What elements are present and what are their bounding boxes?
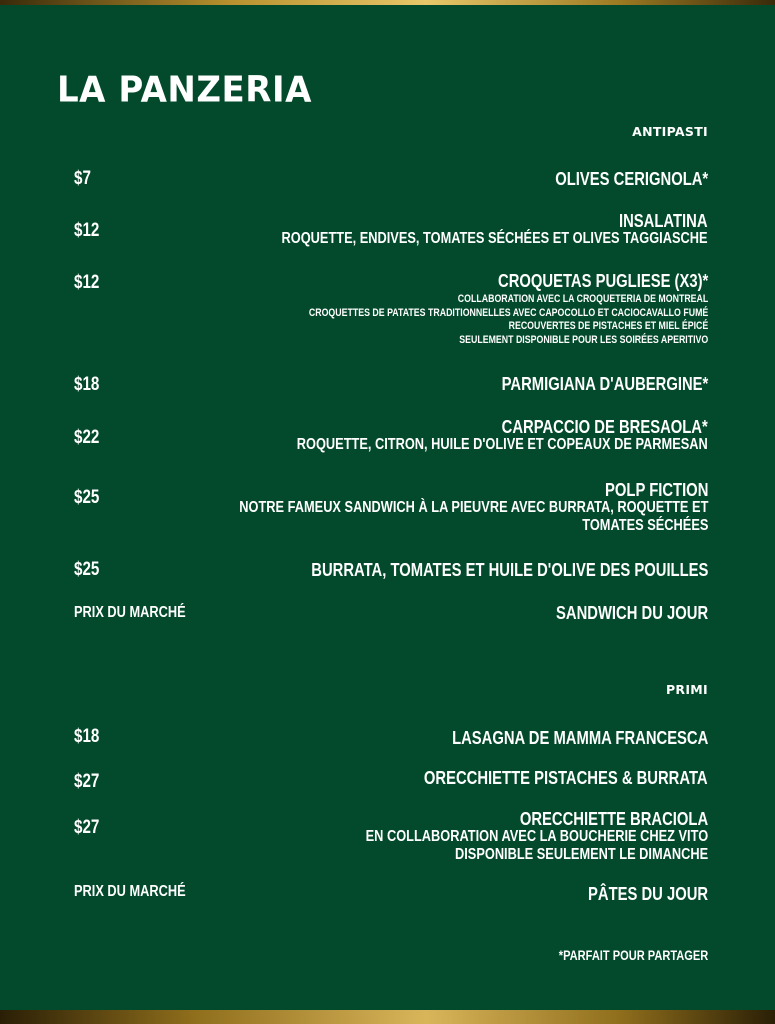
item-name: POLP FICTION bbox=[604, 479, 708, 500]
restaurant-title: LA PANZERIA bbox=[57, 69, 312, 111]
item-note: SEULEMENT DISPONIBLE POUR LES SOIRÉES APERITIVO bbox=[458, 333, 708, 346]
price-olives: $7 bbox=[74, 168, 91, 189]
menu-item-pates-du-jour bbox=[588, 884, 708, 903]
item-name: BURRATA, TOMATES ET HUILE D'OLIVE DES POUILLES bbox=[310, 559, 708, 580]
item-name: CROQUETAS PUGLIESE (X3)* bbox=[497, 270, 708, 291]
price-croquetas: $12 bbox=[74, 272, 100, 293]
footnote: *PARFAIT POUR PARTAGER bbox=[558, 948, 708, 963]
item-note: CROQUETTES DE PATATES TRADITIONNELLES AVEC CAPOCOLLO ET CACIOCAVALLO FUMÉ bbox=[308, 306, 708, 319]
item-name: ORECCHIETTE PISTACHES & BURRATA bbox=[424, 767, 708, 788]
price-carpaccio: $22 bbox=[74, 427, 100, 448]
menu-item-carpaccio bbox=[297, 417, 708, 454]
item-name: PÂTES DU JOUR bbox=[587, 883, 708, 904]
price-sandwich-du-jour: PRIX DU MARCHÉ bbox=[74, 604, 186, 621]
item-name: INSALATINA bbox=[619, 210, 708, 231]
menu-item-croquetas bbox=[309, 271, 708, 347]
price-pates-du-jour: PRIX DU MARCHÉ bbox=[74, 883, 186, 900]
item-name: CARPACCIO DE BRESAOLA* bbox=[501, 416, 708, 437]
menu-item-burrata bbox=[311, 560, 708, 579]
item-description: ROQUETTE, CITRON, HUILE D'OLIVE ET COPEAUX DE PARMESAN bbox=[296, 436, 708, 453]
item-name: SANDWICH DU JOUR bbox=[555, 602, 708, 623]
price-lasagna: $18 bbox=[74, 726, 100, 747]
price-orecchiette-braciola: $27 bbox=[74, 817, 100, 838]
menu-item-polp-fiction bbox=[239, 480, 708, 535]
price-burrata: $25 bbox=[74, 559, 100, 580]
price-parmigiana: $18 bbox=[74, 374, 100, 395]
menu-item-insalatina bbox=[282, 211, 708, 248]
price-polp-fiction: $25 bbox=[74, 487, 100, 508]
menu-item-olives bbox=[555, 169, 708, 188]
price-orecchiette-pistaches: $27 bbox=[74, 771, 100, 792]
menu-item-orecchiette-braciola bbox=[365, 809, 708, 864]
item-note: COLLABORATION AVEC LA CROQUETERIA DE MONTREAL bbox=[457, 293, 708, 305]
item-description: NOTRE FAMEUX SANDWICH À LA PIEUVRE AVEC BURRATA, ROQUETTE ET bbox=[238, 499, 708, 516]
item-description: TOMATES SÉCHÉES bbox=[581, 517, 708, 534]
section-title-antipasti: ANTIPASTI bbox=[632, 124, 708, 139]
bottom-gold-border bbox=[0, 1010, 775, 1024]
menu-item-sandwich-du-jour bbox=[556, 603, 708, 622]
item-description: DISPONIBLE SEULEMENT LE DIMANCHE bbox=[454, 846, 708, 863]
item-name: LASAGNA DE MAMMA FRANCESCA bbox=[451, 727, 708, 748]
item-name: ORECCHIETTE BRACIOLA bbox=[519, 808, 708, 829]
top-gold-border bbox=[0, 0, 775, 5]
item-name: PARMIGIANA D'AUBERGINE* bbox=[501, 373, 708, 394]
price-insalatina: $12 bbox=[74, 220, 100, 241]
item-description: ROQUETTE, ENDIVES, TOMATES SÉCHÉES ET OLIVES TAGGIASCHE bbox=[281, 230, 708, 247]
item-description: EN COLLABORATION AVEC LA BOUCHERIE CHEZ VITO bbox=[365, 828, 708, 845]
section-title-primi: PRIMI bbox=[665, 682, 708, 697]
item-name: OLIVES CERIGNOLA* bbox=[555, 168, 708, 189]
item-note: RECOUVERTES DE PISTACHES ET MIEL ÉPICÉ bbox=[508, 320, 708, 332]
menu-item-lasagna bbox=[452, 728, 708, 747]
menu-item-parmigiana bbox=[501, 374, 708, 393]
menu-item-orecchiette-pistaches bbox=[424, 768, 708, 787]
